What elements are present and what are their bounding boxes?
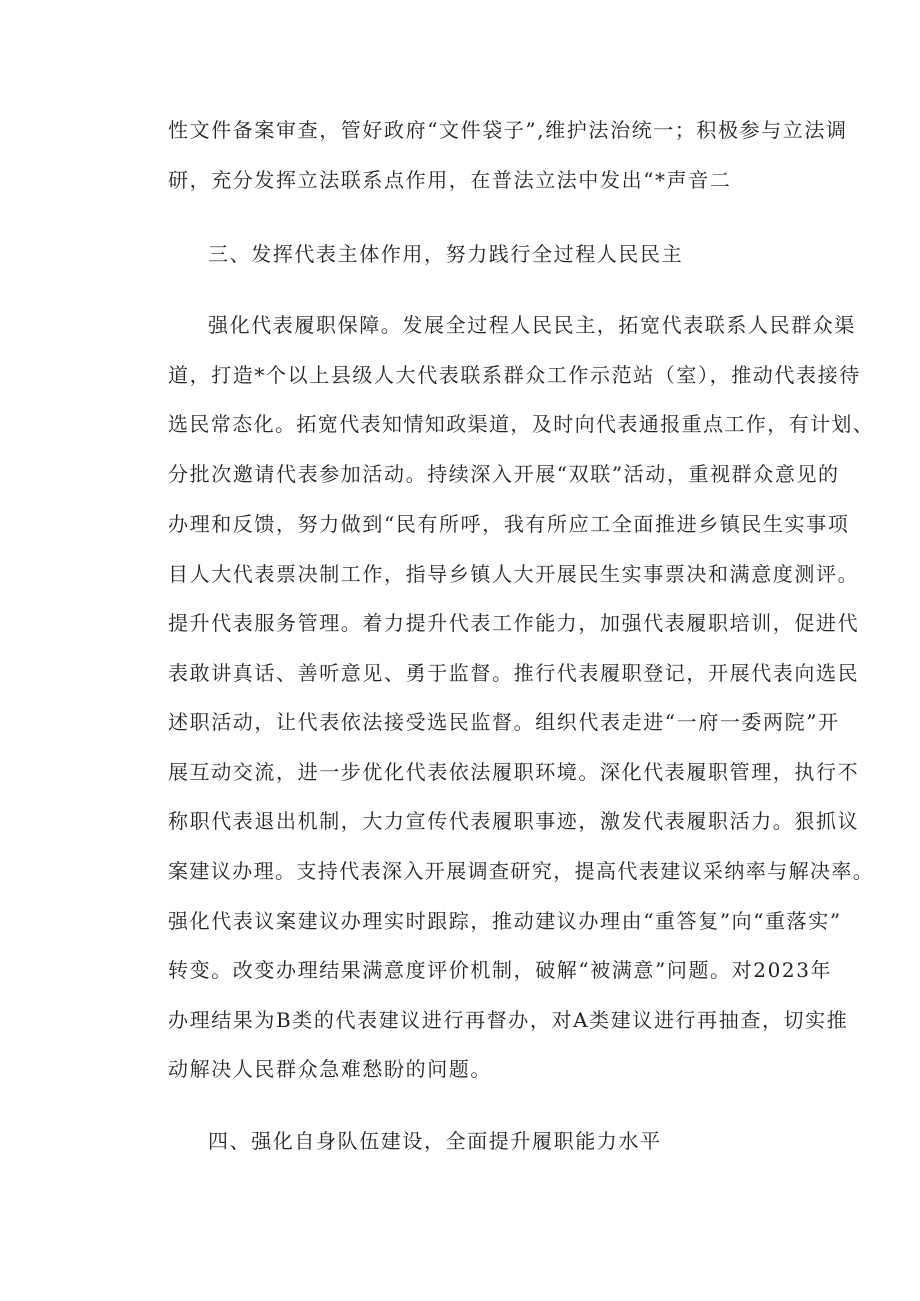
paragraph-line: 述职活动，让代表依法接受选民监督。组织代表走进“一府一委两院”开 [168, 710, 840, 734]
paragraph-line: 展互动交流，进一步优化代表依法履职环境。深化代表履职管理，执行不 [168, 760, 860, 784]
paragraph-line: 称职代表退出机制，大力宣传代表履职事迹，激发代表履职活力。狠抓议 [168, 809, 860, 833]
continuation-line-2: 研，充分发挥立法联系点作用，在普法立法中发出“*声音二 [168, 168, 732, 192]
paragraph-line: 办理和反馈，努力做到“民有所呼，我有所应工全面推进乡镇民生实事项 [168, 512, 850, 536]
paragraph-line: 案建议办理。支持代表深入开展调查研究，提高代表建议采纳率与解决率。 [168, 859, 875, 883]
paragraph-line: 转变。改变办理结果满意度评价机制，破解“被满意”问题。对2023年 [168, 958, 833, 982]
paragraph-line: 选民常态化。拓宽代表知情知政渠道，及时向代表通报重点工作，有计划、 [168, 412, 875, 436]
section-3-heading: 三、发挥代表主体作用，努力践行全过程人民民主 [208, 242, 684, 266]
paragraph-line: 道，打造*个以上县级人大代表联系群众工作示范站（室），推动代表接待 [168, 363, 861, 387]
paragraph-line: 强化代表履职保障。发展全过程人民民主，拓宽代表联系人民群众渠 [208, 313, 856, 337]
paragraph-line: 提升代表服务管理。着力提升代表工作能力，加强代表履职培训，促进代 [168, 611, 860, 635]
paragraph-line: 目人大代表票决制工作，指导乡镇人大开展民生实事票决和满意度测评。 [168, 562, 860, 586]
paragraph-line: 分批次邀请代表参加活动。持续深入开展“双联”活动，重视群众意见的 [168, 462, 840, 486]
paragraph-line: 办理结果为B类的代表建议进行再督办，对A类建议进行再抽查，切实推 [168, 1008, 849, 1032]
paragraph-line: 表敢讲真话、善听意见、勇于监督。推行代表履职登记，开展代表向选民 [168, 661, 860, 685]
continuation-line-1: 性文件备案审查，管好政府“文件袋子”,维护法治统一；积极参与立法调 [168, 118, 848, 142]
paragraph-line: 强化代表议案建议办理实时跟踪，推动建议办理由“重答复”向“重落实” [168, 909, 842, 933]
section-4-heading: 四、强化自身队伍建设，全面提升履职能力水平 [208, 1129, 662, 1153]
paragraph-line: 动解决人民群众急难愁盼的问题。 [168, 1057, 492, 1081]
